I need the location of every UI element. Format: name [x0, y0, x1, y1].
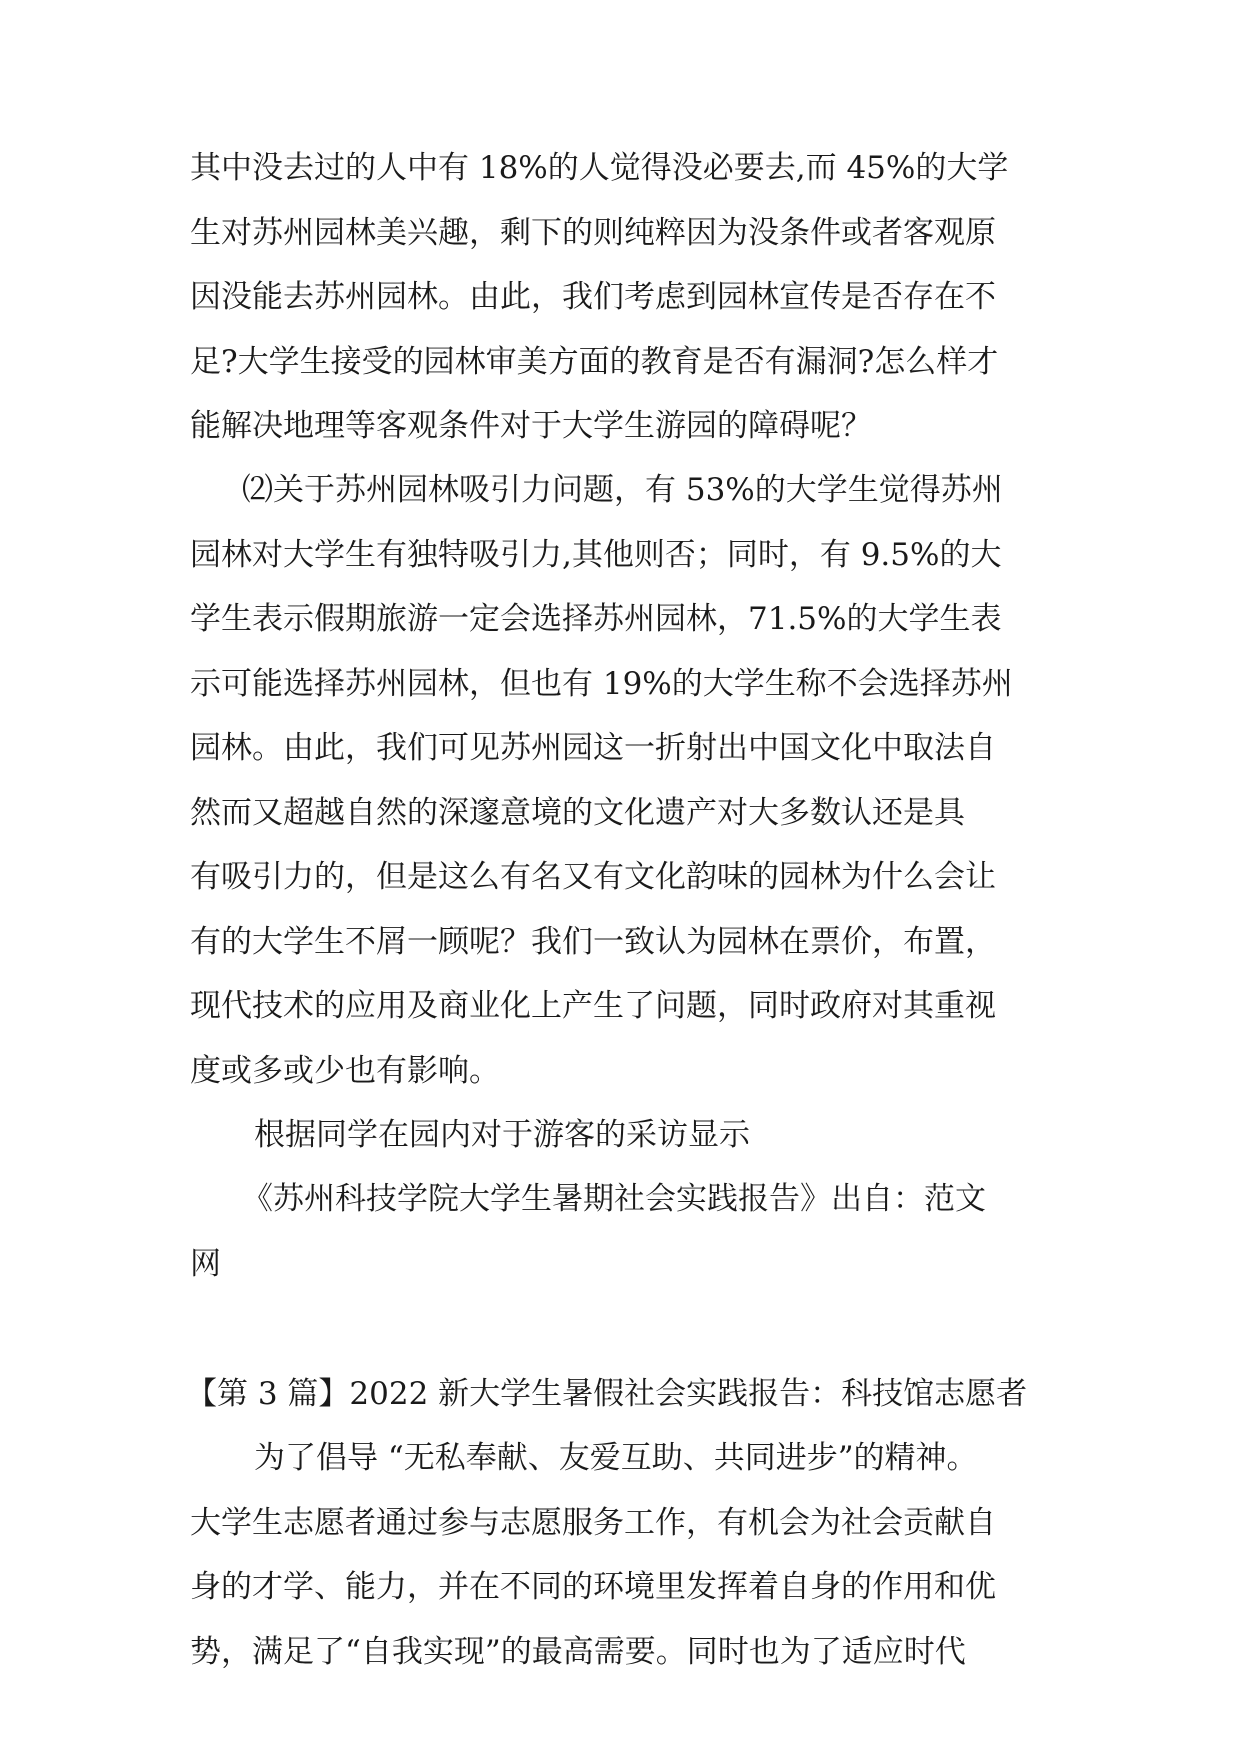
text-line: 有的大学生不屑一顾呢？我们一致认为园林在票价，布置，	[190, 923, 996, 960]
text-line: 因没能去苏州园林。由此，我们考虑到园林宣传是否存在不	[190, 279, 996, 315]
text-line: 根据同学在园内对于游客的采访显示	[254, 1117, 750, 1153]
text-line: 生对苏州园林美兴趣，剩下的则纯粹因为没条件或者客观原	[190, 214, 996, 251]
text-line: 大学生志愿者通过参与志愿服务工作，有机会为社会贡献自	[190, 1504, 996, 1541]
paragraph-attraction	[190, 458, 1060, 1103]
paragraph-volunteer	[190, 1426, 1060, 1684]
text-line: 为了倡导 “无私奉献、友爱互助、共同进步”的精神。	[254, 1440, 978, 1476]
paragraph-interview	[190, 1103, 1060, 1168]
text-line: 学生表示假期旅游一定会选择苏州园林，71.5%的大学生表	[190, 601, 1002, 637]
text-line: 势，满足了“自我实现”的最高需要。同时也为了适应时代	[190, 1633, 966, 1670]
text-line: 园林。由此，我们可见苏州园这一折射出中国文化中取法自	[190, 730, 996, 766]
text-line: 然而又超越自然的深邃意境的文化遗产对大多数认还是具	[190, 794, 965, 831]
text-line: 身的才学、能力，并在不同的环境里发挥着自身的作用和优	[190, 1569, 996, 1605]
text-line: 能解决地理等客观条件对于大学生游园的障碍呢？	[190, 408, 872, 444]
text-line: 足?大学生接受的园林审美方面的教育是否有漏洞?怎么样才	[190, 343, 999, 380]
text-line: 现代技术的应用及商业化上产生了问题，同时政府对其重视	[190, 988, 996, 1024]
text-line: ⑵关于苏州园林吸引力问题，有 53%的大学生觉得苏州	[242, 472, 1003, 508]
paragraph-source	[190, 1167, 1060, 1296]
text-line: 有吸引力的，但是这么有名又有文化韵味的园林为什么会让	[190, 859, 996, 895]
text-line: 度或多或少也有影响。	[190, 1052, 500, 1089]
text-line: 示可能选择苏州园林，但也有 19%的大学生称不会选择苏州	[190, 665, 1013, 702]
text-line: 《苏州科技学院大学生暑期社会实践报告》出自：范文	[242, 1181, 986, 1217]
text-line: 园林对大学生有独特吸引力,其他则否；同时，有 9.5%的大	[190, 536, 1002, 573]
text-line: 其中没去过的人中有 18%的人觉得没必要去,而 45%的大学	[190, 150, 1009, 186]
section-heading: 【第 3 篇】2022 新大学生暑假社会实践报告：科技馆志愿者	[186, 1376, 1028, 1412]
text-line: 网	[190, 1245, 221, 1282]
paragraph-survey-visits	[190, 136, 1060, 459]
